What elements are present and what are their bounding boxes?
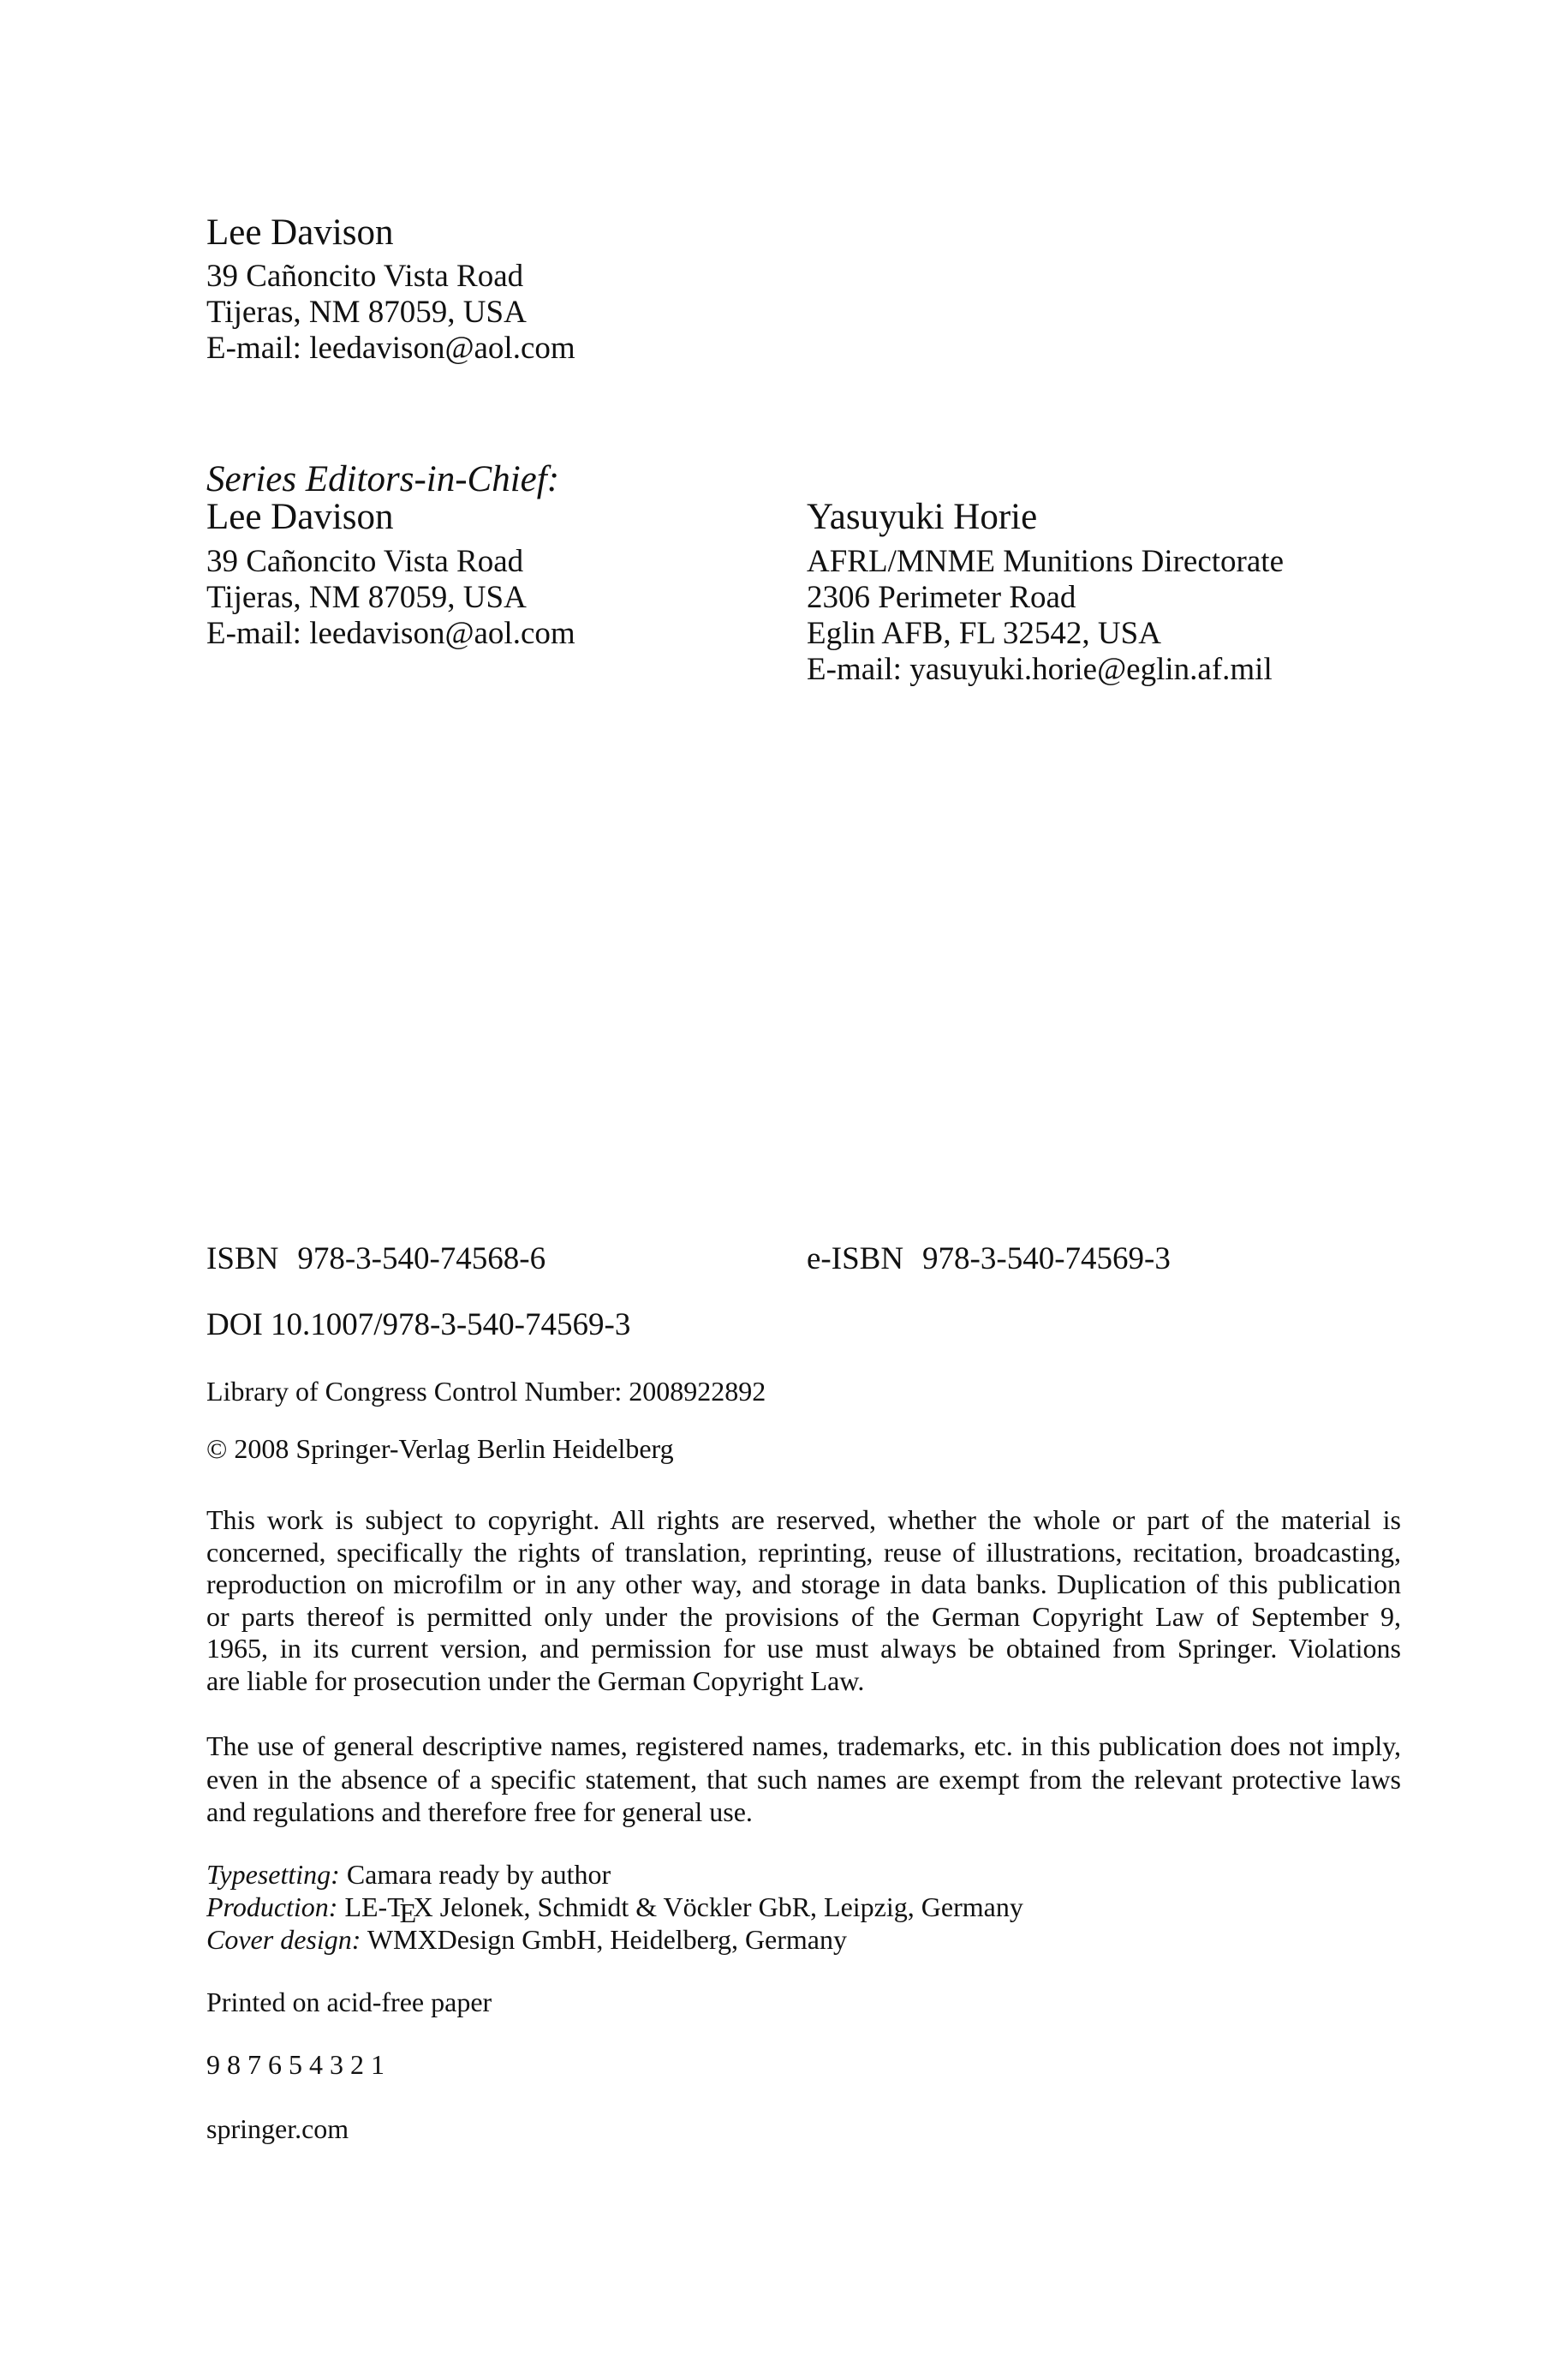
series-editor-address-line: 2306 Perimeter Road xyxy=(807,580,1076,615)
paragraph-line: or parts thereof is permitted only under the provisions of the German Copyright Law of September 9, xyxy=(206,1600,1401,1632)
isbn-electronic-number: 978-3-540-74569-3 xyxy=(922,1241,1171,1276)
cover-design-label: Cover design: xyxy=(206,1924,361,1955)
cover-design-credit xyxy=(206,1923,1023,1956)
paragraph-line: even in the absence of a specific statement, that such names are exempt from the relevant protective laws xyxy=(206,1763,1401,1795)
paragraph-line: are liable for prosecution under the German Copyright Law. xyxy=(206,1664,865,1696)
isbn-print-number: 978-3-540-74568-6 xyxy=(297,1241,546,1276)
copyright-line: © 2008 Springer-Verlag Berlin Heidelberg xyxy=(206,1433,674,1464)
credits xyxy=(206,1858,1023,1956)
isbn-electronic-label: e-ISBN xyxy=(807,1241,904,1276)
series-editors-label: Series Editors-in-Chief: xyxy=(206,459,560,499)
author-address-line: 39 Cañoncito Vista Road xyxy=(206,259,524,294)
paragraph-line: reproduction on microfilm or in any other way, and storage in data banks. Duplication of this publication xyxy=(206,1568,1401,1599)
series-editor-address-line: AFRL/MNME Munitions Directorate xyxy=(807,544,1285,579)
series-editor-address xyxy=(807,544,1284,688)
typesetting-value: Camara ready by author xyxy=(346,1859,611,1890)
paragraph-line: This work is subject to copyright. All rights are reserved, whether the whole or part of the material is xyxy=(206,1504,1401,1535)
cover-design-value: WMXDesign GmbH, Heidelberg, Germany xyxy=(367,1924,847,1955)
production-value: Jelonek, Schmidt & Vöckler GbR, Leipzig, Germany xyxy=(432,1891,1023,1922)
tex-logo-x: X xyxy=(413,1891,433,1922)
production-prefix: LE- xyxy=(344,1891,388,1922)
series-editor-address xyxy=(206,544,575,652)
library-of-congress: Library of Congress Control Number: 2008922892 xyxy=(206,1376,766,1407)
rights-paragraph xyxy=(206,1504,1401,1697)
isbn-print xyxy=(206,1240,546,1278)
series-editor-email: E-mail: yasuyuki.horie@eglin.af.mil xyxy=(807,652,1273,687)
tex-logo-e: E xyxy=(399,1897,417,1929)
typesetting-label: Typesetting: xyxy=(206,1859,340,1890)
tex-logo-t: T xyxy=(387,1891,404,1922)
series-editor-address-line: Tijeras, NM 87059, USA xyxy=(206,580,527,615)
author-address xyxy=(206,259,575,367)
paragraph-line: 1965, in its current version, and permission for use must always be obtained from Springer. Violations xyxy=(206,1633,1401,1664)
isbn-print-label: ISBN xyxy=(206,1241,279,1276)
series-editor-left xyxy=(206,499,575,652)
typesetting-credit xyxy=(206,1858,1023,1891)
paragraph-line: concerned, specifically the rights of translation, reprinting, reuse of illustrations, recitation, broadcasting, xyxy=(206,1536,1401,1568)
series-editor-right xyxy=(807,499,1284,688)
series-editor-email: E-mail: leedavison@aol.com xyxy=(206,616,575,651)
publisher-website: springer.com xyxy=(206,2113,349,2144)
series-editor-address-line: 39 Cañoncito Vista Road xyxy=(206,544,524,579)
production-label: Production: xyxy=(206,1891,338,1922)
tex-logo xyxy=(387,1891,433,1929)
author-block xyxy=(206,212,575,367)
isbn-electronic xyxy=(807,1240,1171,1278)
author-name: Lee Davison xyxy=(206,212,394,253)
trademark-paragraph xyxy=(206,1730,1401,1829)
series-editor-name: Yasuyuki Horie xyxy=(807,497,1038,537)
production-credit xyxy=(206,1891,1023,1929)
paragraph-line: and regulations and therefore free for general use. xyxy=(206,1796,753,1827)
printing-line: 9 8 7 6 5 4 3 2 1 xyxy=(206,2049,385,2080)
paragraph-line: The use of general descriptive names, registered names, trademarks, etc. in this publication does not imply, xyxy=(206,1730,1401,1761)
doi: DOI 10.1007/978-3-540-74569-3 xyxy=(206,1307,631,1342)
paper-note: Printed on acid-free paper xyxy=(206,1987,492,2017)
author-address-line: Tijeras, NM 87059, USA xyxy=(206,295,527,330)
author-email: E-mail: leedavison@aol.com xyxy=(206,331,575,366)
series-editor-address-line: Eglin AFB, FL 32542, USA xyxy=(807,616,1161,651)
series-editor-name: Lee Davison xyxy=(206,497,394,537)
